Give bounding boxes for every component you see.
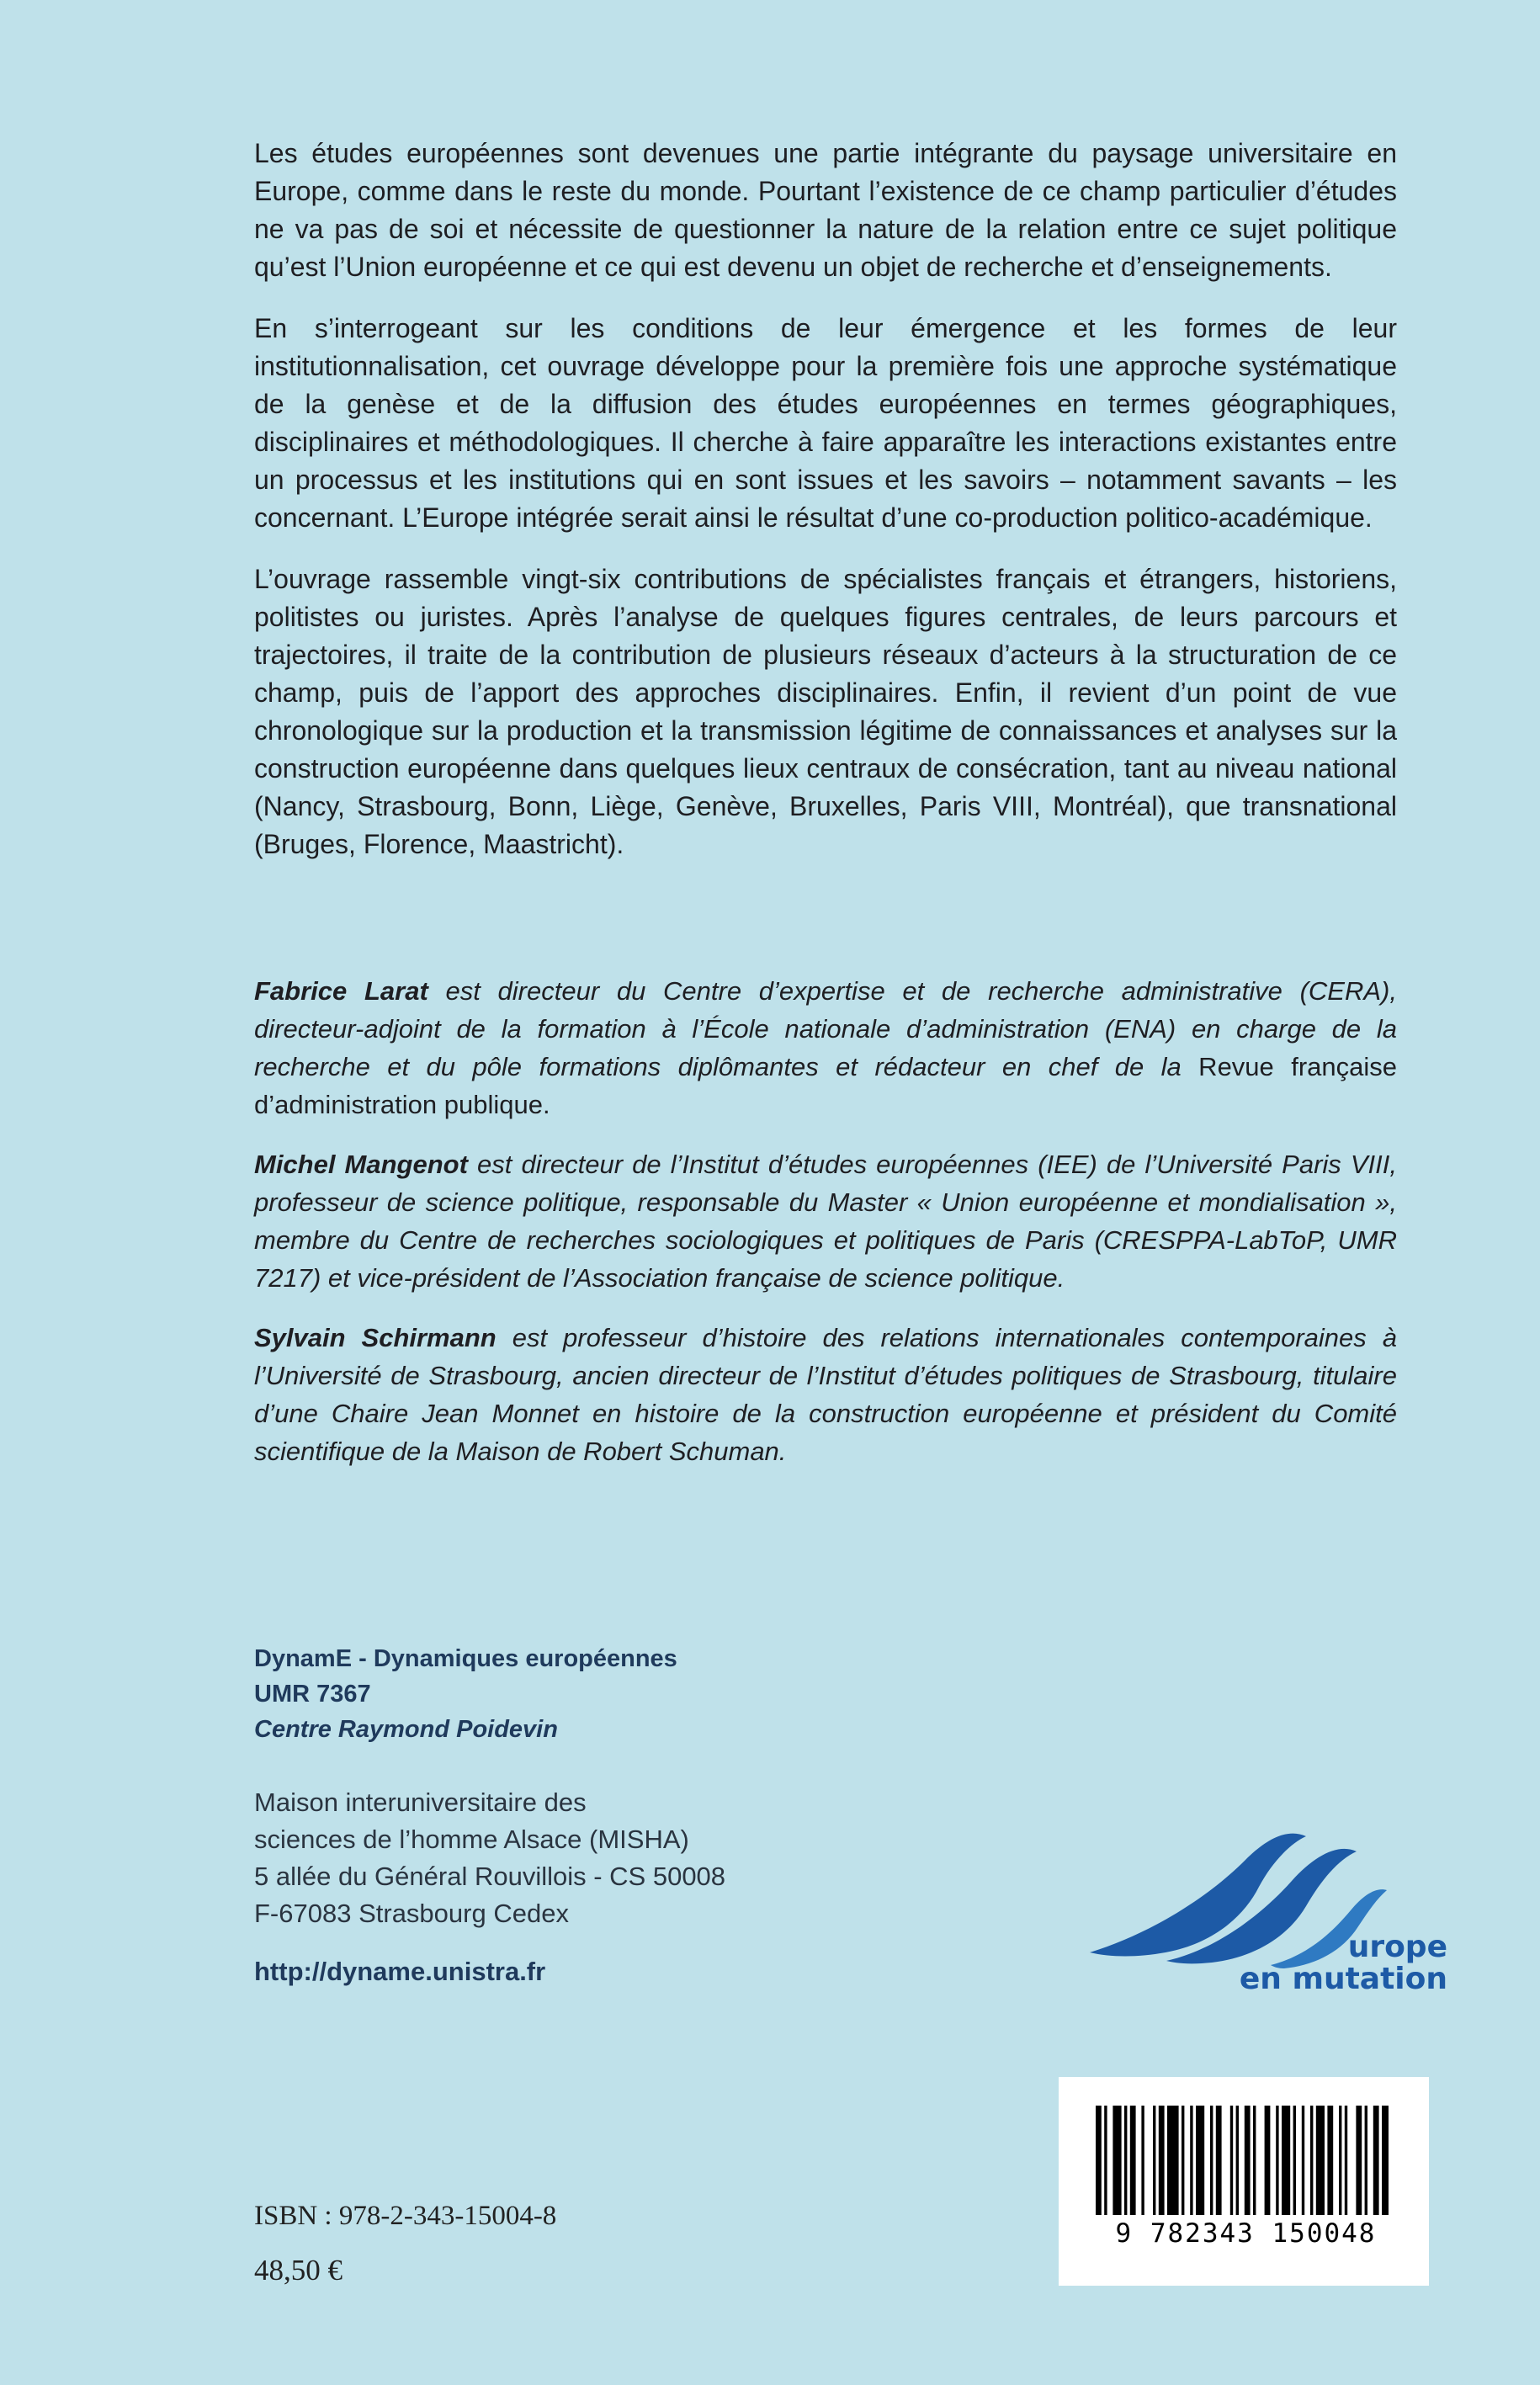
bio-mangenot xyxy=(254,1145,1397,1297)
barcode-bar xyxy=(1167,2106,1179,2215)
barcode-bar xyxy=(1141,2106,1144,2215)
bio-text: est directeur de l’Institut d’études européennes (IEE) de l’Université Paris VIII, professeur de science politique, responsable du Master « Union européenne et mondialisation », membre du Centre de recherches sociologiques et politiques de Paris (CRESPPA-LabToP, UMR 7217) et vice-président de l’Association française de science politique. xyxy=(254,1150,1397,1293)
barcode-bar xyxy=(1104,2106,1107,2215)
barcode-bar xyxy=(1345,2106,1347,2215)
barcode-bar xyxy=(1310,2106,1313,2215)
address-line-1: Maison interuniversitaire des xyxy=(254,1787,587,1817)
barcode-bar xyxy=(1210,2106,1213,2215)
barcode xyxy=(1059,2077,1429,2286)
europe-en-mutation-logo xyxy=(1086,1809,1447,2003)
barcode-bars xyxy=(1092,2106,1395,2232)
barcode-bar xyxy=(1130,2106,1136,2215)
journal-title: Revue française d’administration publique. xyxy=(254,1052,1397,1119)
barcode-bar xyxy=(1356,2106,1362,2215)
barcode-bar xyxy=(1302,2106,1304,2215)
address-line-4: F-67083 Strasbourg Cedex xyxy=(254,1899,569,1928)
author-bios xyxy=(254,972,1397,1492)
address-line-3: 5 allée du Général Rouvillois - CS 50008 xyxy=(254,1862,726,1891)
barcode-bar xyxy=(1327,2106,1333,2215)
barcode-bar xyxy=(1339,2106,1341,2215)
barcode-bar xyxy=(1373,2106,1379,2215)
author-name: Fabrice Larat xyxy=(254,976,428,1006)
barcode-bar xyxy=(1316,2106,1325,2215)
barcode-bar xyxy=(1096,2106,1102,2215)
barcode-bar xyxy=(1113,2106,1121,2215)
unit-centre: Centre Raymond Poidevin xyxy=(254,1716,558,1743)
author-name: Sylvain Schirmann xyxy=(254,1323,497,1352)
barcode-bar xyxy=(1196,2106,1204,2215)
barcode-bar xyxy=(1159,2106,1165,2215)
address-line-2: sciences de l’homme Alsace (MISHA) xyxy=(254,1825,689,1854)
barcode-bar xyxy=(1276,2106,1278,2215)
barcode-bar xyxy=(1365,2106,1367,2215)
website-link[interactable]: http://dyname.unistra.fr xyxy=(254,1957,546,1986)
barcode-bar xyxy=(1230,2106,1233,2215)
postal-address xyxy=(254,1784,1012,1932)
barcode-bar xyxy=(1282,2106,1290,2215)
summary-paragraph-2: En s’interrogeant sur les conditions de leur émergence et les formes de leur institutionnalisation, cet ouvrage développe pour la première fois une approche systématique de la genèse et de la diffusion des études européennes en termes géographiques, disciplinaires et méthodologiques. Il cherche à faire apparaître les interactions existantes entre un processus et les institutions qui en sont issues et les savoirs – notamment savants – les concernant. L’Europe intégrée serait ainsi le résultat d’une co-production politico-académique. xyxy=(254,313,1397,533)
bio-larat xyxy=(254,972,1397,1123)
bio-text: est professeur d’histoire des relations internationales contemporaines à l’Université de Strasbourg, ancien directeur de l’Institut d’études politiques de Strasbourg, titulaire d’une Chaire Jean Monnet en histoire de la construction européenne et président du Comité scientifique de la Maison de Robert Schuman. xyxy=(254,1323,1397,1466)
barcode-bar xyxy=(1182,2106,1184,2215)
bio-schirmann xyxy=(254,1319,1397,1470)
logo-word-europe: urope xyxy=(1347,1930,1447,1964)
barcode-bar xyxy=(1382,2106,1389,2215)
summary-paragraph-3: L’ouvrage rassemble vingt-six contributions de spécialistes français et étrangers, historiens, politistes ou juristes. Après l’analyse de quelques figures centrales, de leurs parcours et trajectoires, il traite de la contribution de plusieurs réseaux d’acteurs à la structuration de ce champ, puis de l’apport des approches disciplinaires. Enfin, il revient d’un point de vue chronologique sur la production et la transmission légitime de connaissances et analyses sur la construction européenne dans quelques lieux centraux de consécration, tant au niveau national (Nancy, Strasbourg, Bonn, Liège, Genève, Bruxelles, Paris VIII, Montréal), que transnational (Bruges, Florence, Maastricht). xyxy=(254,564,1397,859)
barcode-bar xyxy=(1253,2106,1256,2215)
barcode-bar xyxy=(1153,2106,1155,2215)
author-name: Michel Mangenot xyxy=(254,1150,468,1179)
isbn: ISBN : 978-2-343-15004-8 xyxy=(254,2201,557,2231)
summary-paragraph-1: Les études européennes sont devenues une partie intégrante du paysage universitaire en Europe, comme dans le reste du monde. Pourtant l’existence de ce champ particulier d’études ne va pas de soi et nécessite de questionner la nature de la relation entre ce sujet politique qu’est l’Union européenne et ce qui est devenu un objet de recherche et d’enseignements. xyxy=(254,138,1397,282)
barcode-digits: 9 782343 150048 xyxy=(1115,2218,1377,2249)
bio-text: est directeur du Centre d’expertise et de recherche administrative (CERA), directeur-adjoint de la formation à l’École nationale d’administration (ENA) en charge de la recherche et du pôle formations diplômantes et rédacteur en chef de la xyxy=(254,976,1397,1081)
research-unit xyxy=(254,1641,1012,1747)
barcode-bar xyxy=(1293,2106,1296,2215)
barcode-bar xyxy=(1265,2106,1271,2215)
logo-word-en-mutation: en mutation xyxy=(1239,1962,1447,1996)
barcode-bar xyxy=(1236,2106,1239,2215)
unit-name: DynamE - Dynamiques européennes xyxy=(254,1645,677,1672)
barcode-bar xyxy=(1190,2106,1192,2215)
unit-code: UMR 7367 xyxy=(254,1681,371,1708)
book-summary xyxy=(254,135,1397,887)
barcode-bar xyxy=(1124,2106,1127,2215)
barcode-bar xyxy=(1245,2106,1251,2215)
barcode-bar xyxy=(1216,2106,1222,2215)
price: 48,50 € xyxy=(254,2254,343,2287)
